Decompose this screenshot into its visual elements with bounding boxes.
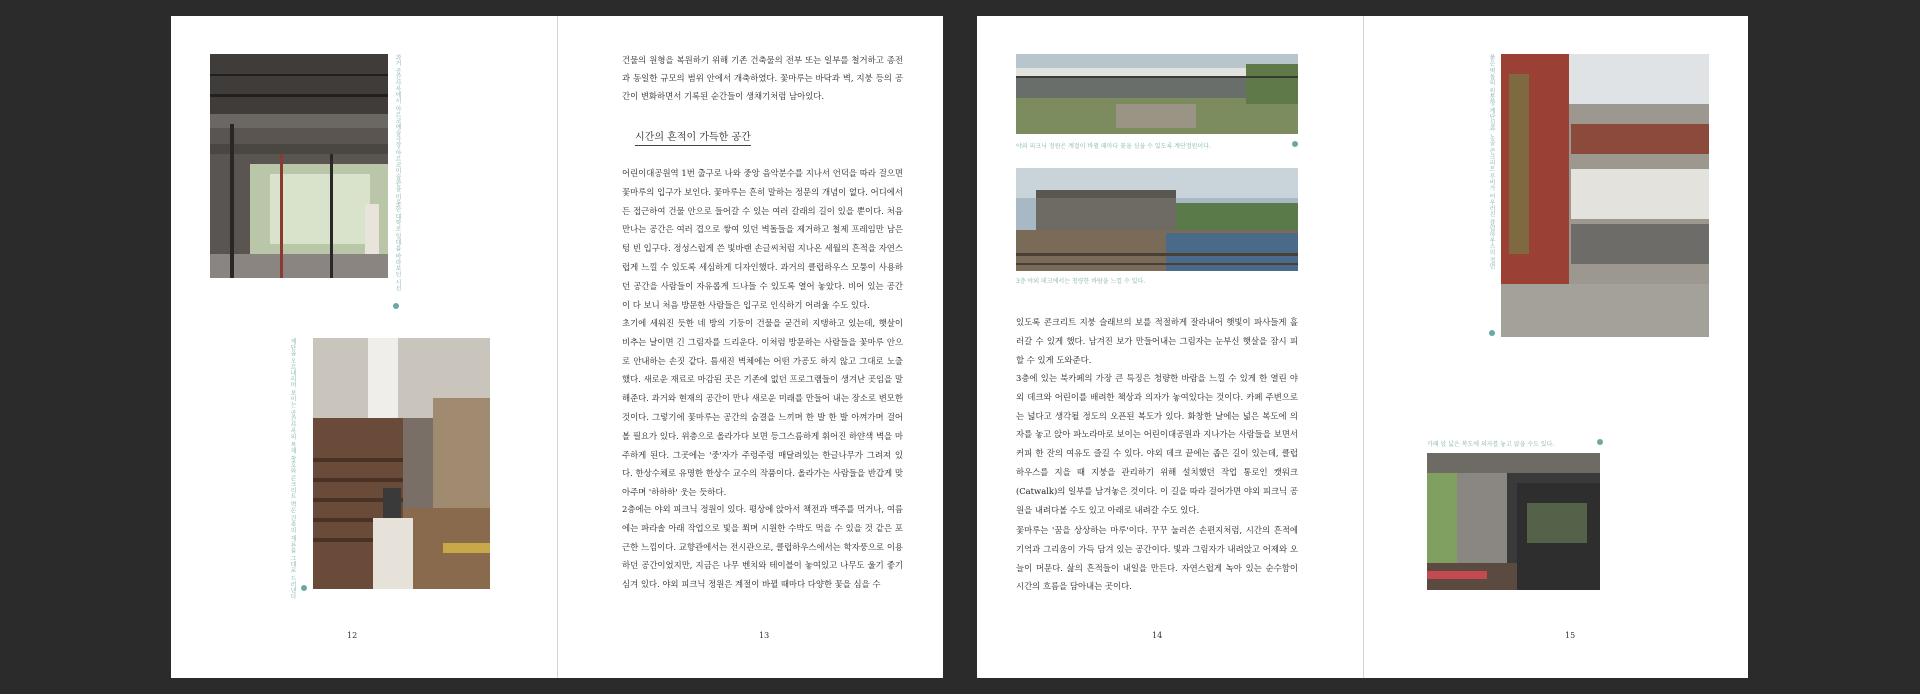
spread-pages-14-15 bbox=[977, 16, 1748, 678]
page-number-12: 12 bbox=[347, 631, 358, 640]
deck-panorama-photo bbox=[1016, 168, 1298, 271]
gutter-left-spread bbox=[557, 16, 558, 678]
page-number-14: 14 bbox=[1152, 631, 1163, 640]
body-paragraph: 건물의 원형을 복원하기 위해 기존 건축물의 전부 또는 일부를 철거하고 종전과 동일한 규모의 범위 안에서 개축하였다. 꽃마루는 바닥과 벽, 지붕 등의 공간이 변화하면서 기록된 순간들이 생채기처럼 남아있다. bbox=[622, 55, 903, 101]
caption-marker-dot bbox=[1292, 141, 1298, 147]
body-paragraph: 3층에 있는 북카페의 가장 큰 특징은 청량한 바람을 느낄 수 있게 한 열린 야외 데크와 어린이를 배려한 책상과 의자가 놓여있다는 것이다. 카페 주변으로는 넓다고 생각될 정도의 오픈된 복도가 있다. 화창한 날에는 넓은 복도에 의자를 놓고 앉아 파노라마로 보이는 어린이대공원과 지나가는 사람들을 보면서 커피 한 잔의 여유도 즐길 수 있다. 야외 데크 끝에는 좁은 길이 있는데, 클럽하우스를 지을 때 지붕을 관리하기 위해 설치했던 작업 통로인 캣워크(Catwalk)의 일부를 남겨놓은 것이다. 이 길을 따라 걸어가면 야외 피크닉 공원을 내려다볼 수도 있고 아래로 내려갈 수도 있다. bbox=[1016, 373, 1298, 515]
body-paragraph: 초기에 세워진 듯한 네 방의 기둥이 건물을 굳건히 지탱하고 있는데, 햇살이 비추는 날이면 긴 그림자를 드리운다. 이처럼 방문하는 사람들을 꽃마루 안으로 안내하는 손짓 같다. 틈새진 벽체에는 어떤 가공도 하지 않고 그대로 노출했다. 새로운 재료로 마감된 곳은 기존에 없던 프로그램들이 생겨난 곳임을 말해준다. 과거와 현재의 공간이 만나 새로운 미래를 만들어 내는 장소로 변모한 것이다. 그렇기에 꽃마루는 공간의 숨결을 느끼며 한 발 한 발 아껴가며 걸어볼 필요가 있다. 위층으로 올라가다 보면 등그스름하게 휘어진 하얀색 벽을 마주하게 된다. 그곳에는 '중'자가 주렁주렁 매달려있는 한글나무가 그려져 있다. 한상수체로 유명한 한상수 교수의 작품이다. 올라가는 사람들을 반갑게 맞아주며 '하하하' 웃는 듯하다. bbox=[622, 318, 903, 498]
photo-caption: 카페 앞 넓은 복도에 의자를 놓고 앉을 수도 있다. bbox=[1427, 441, 1555, 448]
photo-caption: 야외 피크닉 정원은 계절이 바뀔 때마다 꽃을 심을 수 있도록 계단정원이다. bbox=[1016, 143, 1211, 150]
rooftop-courtyard-photo bbox=[1016, 54, 1298, 134]
body-paragraph: 있도록 콘크리트 지붕 슬래브의 보를 적절하게 잘라내어 햇빛이 파사들게 흘러갈 수 있게 했다. 남겨진 보가 만들어내는 그림자는 눈부신 햇살을 잠시 피할 수 있게 도와준다. bbox=[1016, 317, 1298, 365]
page-number-13: 13 bbox=[759, 631, 770, 640]
brick-cylinder-facade-photo bbox=[1501, 54, 1709, 337]
body-paragraph: 어린이대공원역 1번 출구로 나와 중앙 음악분수를 지나서 언덕을 따라 걸으면 꽃마루의 입구가 보인다. 꽃마루는 흔히 말하는 정문의 개념이 없다. 어디에서든 접근하여 건물 안으로 들어갈 수 있는 여러 갈래의 길이 있을 뿐이다. 처음 만나는 공간은 여러 겹으로 쌓여 있던 벽돌들을 제거하고 철제 프레임만 남은 텅 빈 입구다. 정성스럽게 쓴 빛바랜 손글씨처럼 지나온 세월의 흔적을 자연스럽게 느낄 수 있도록 세심하게 디자인했다. 과거의 클럽하우스 모퉁이 사용하던 공간을 사람들이 자유롭게 드나들 수 있도록 열어 놓았다. 비어 있는 공간이 다 보니 처음 방문한 사람들은 입구로 인식하기 어려울 수도 있다. bbox=[622, 168, 903, 310]
body-paragraph: 꽃마루는 '꿈을 상상하는 마루'이다. 꾸꾸 눌러쓴 손편지처럼, 시간의 흔적에 기억과 그리움이 가득 담겨 있는 공간이다. 빛과 그림자가 내려앉고 어제와 오늘이 머문다. 삶의 흔적들이 내일을 만든다. 자연스럽게 녹아 있는 순수함이 시간의 흐름을 담아내는 곳이다. bbox=[1016, 525, 1298, 592]
steel-frame-entrance-photo bbox=[210, 54, 388, 278]
photo-caption-vertical: 과거 공간사옥에서 아르코예술극장·아르코미술관을 비롯한 대학로 일대를 바라보던 시선 bbox=[394, 54, 401, 292]
photo-caption-vertical: 붉은 벽돌의 원통형 계단실과 노출 콘크리트 루버가 어우러진 클럽하우스의 정면 bbox=[1488, 54, 1495, 270]
body-paragraph: 2층에는 야외 피크닉 정원이 있다. 평상에 앉아서 책전과 맥주를 먹거나, 여름에는 파라솔 아래 작업으로 빛을 쬐며 시원한 수박도 먹을 수 있을 것 같은 포근한 느낌이다. 교향관에서는 전시관으로, 클럽하우스에서는 학자풍으로 이용하던 공간이었지만, 지금은 나무 벤치와 테이블이 놓여있고 나무도 울기 좋기 심겨 있다. 야외 피크닉 정원은 계절이 바뀔 때마다 다양한 꽃을 심을 수 bbox=[622, 504, 903, 590]
caption-marker-dot bbox=[1489, 330, 1495, 336]
section-heading: 시간의 흔적이 가득한 공간 bbox=[635, 128, 751, 146]
photo-caption: 3층 야외 데크에서는 청량한 바람을 느낄 수 있다. bbox=[1016, 278, 1146, 285]
stairwell-photo bbox=[313, 338, 490, 589]
corridor-photo bbox=[1427, 453, 1600, 590]
page-number-15: 15 bbox=[1565, 631, 1576, 640]
caption-marker-dot bbox=[301, 585, 307, 591]
caption-marker-dot bbox=[1597, 439, 1603, 445]
caption-marker-dot bbox=[393, 303, 399, 309]
spread-pages-12-13 bbox=[171, 16, 943, 678]
photo-caption-vertical: 계단을 오르내리며 보이는 공간사옥의 목재 창호와 콘크리트 벽은 건축의 재료를 그대로 드러낸다 bbox=[289, 338, 296, 599]
gutter-right-spread bbox=[1363, 16, 1364, 678]
